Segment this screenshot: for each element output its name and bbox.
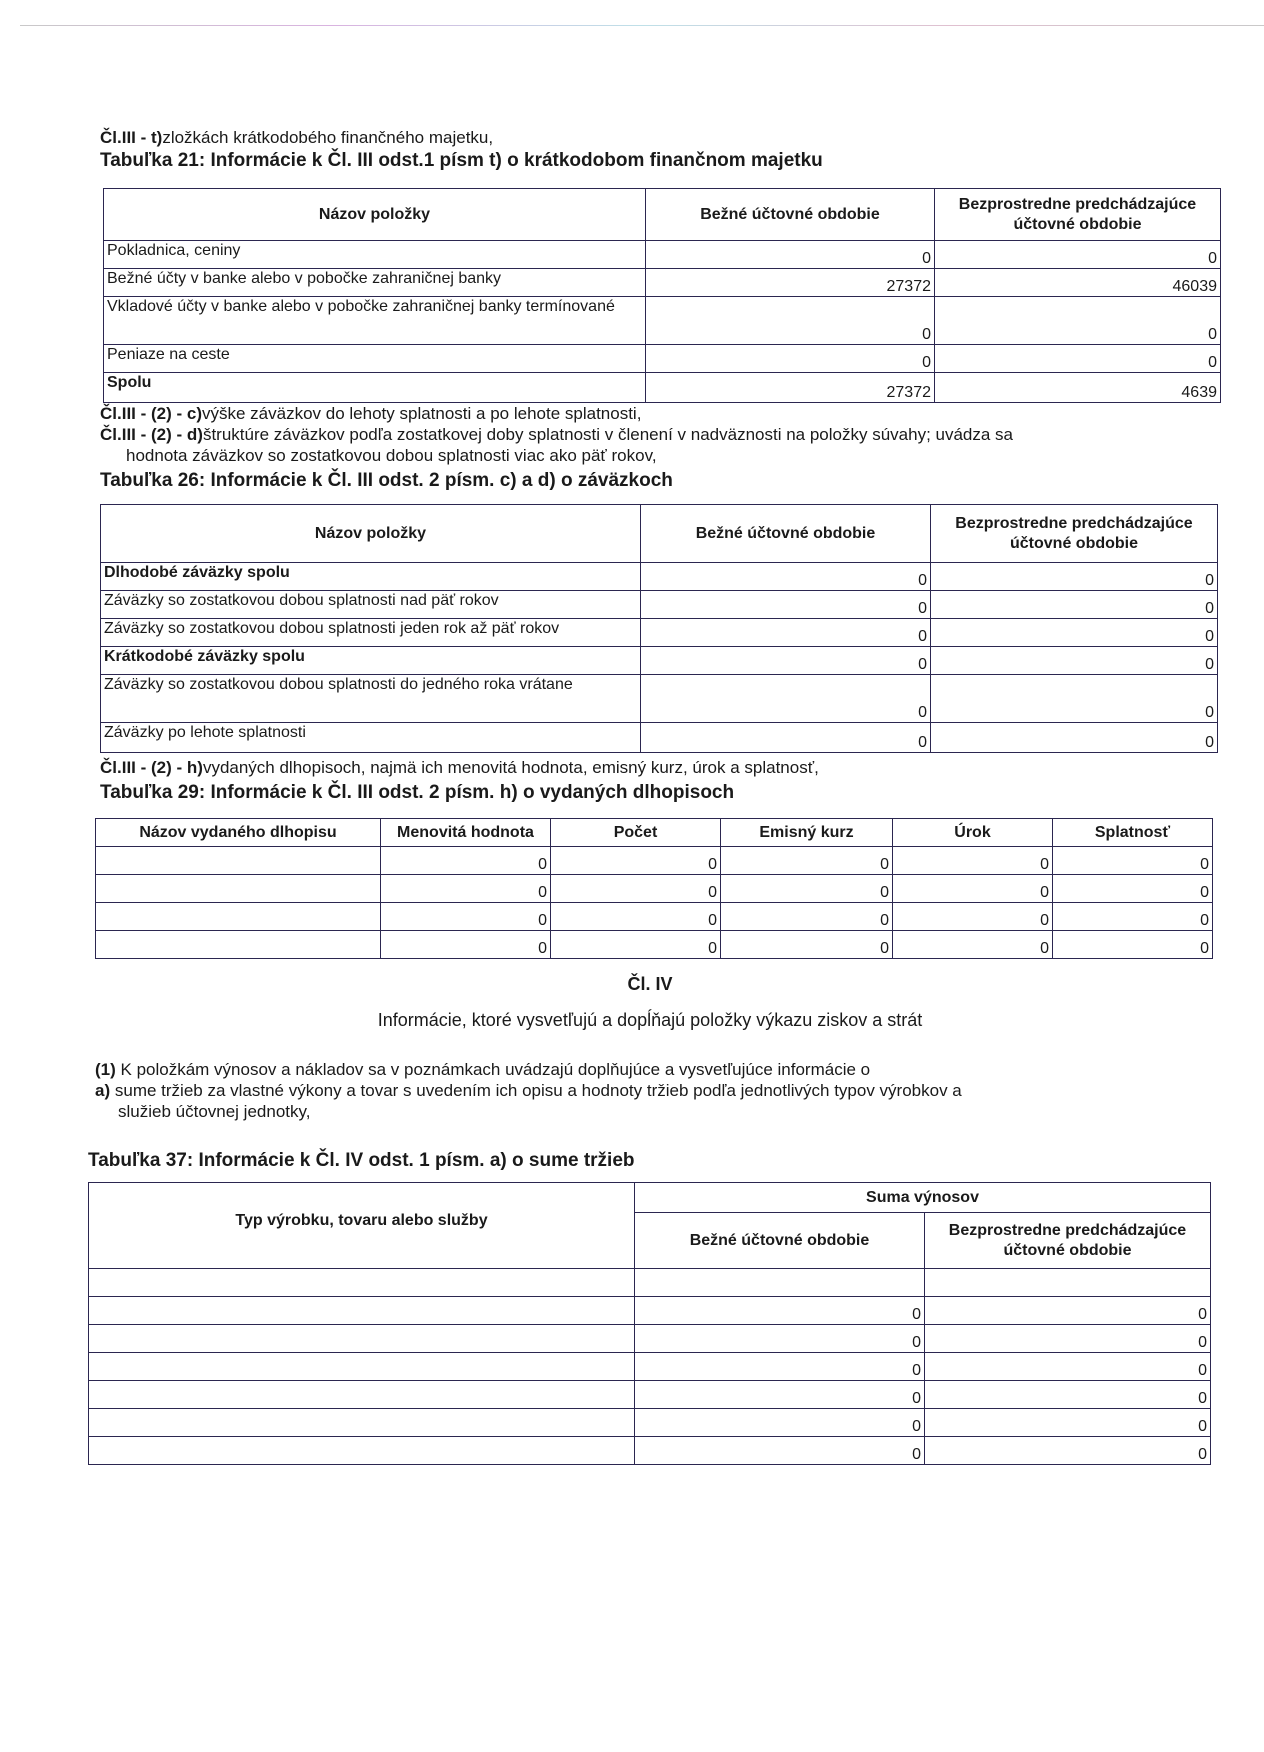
section-t-heading: [100, 128, 493, 148]
table-row: [101, 563, 1218, 591]
paragraph-1-text: K položkám výnosov a nákladov sa v poznámkach uvádzajú doplňujúce a vysvetľujúce informácie o: [120, 1060, 871, 1079]
cell-count: 0: [551, 903, 721, 931]
table-row: [89, 1353, 1211, 1381]
table-26: [100, 504, 1218, 753]
table-header-row: [96, 819, 1213, 847]
row-label: [89, 1437, 635, 1465]
paragraph-a-letter: a): [95, 1081, 111, 1100]
row-current: 0: [646, 241, 935, 269]
row-previous: 0: [931, 619, 1218, 647]
table-header-row: [104, 189, 1221, 241]
table-row: [89, 1409, 1211, 1437]
row-label: Záväzky po lehote splatnosti: [101, 723, 641, 753]
row-previous: 46039: [935, 269, 1221, 297]
cell-nominal-value: 0: [381, 847, 551, 875]
row-previous: 0: [931, 591, 1218, 619]
row-current: 0: [641, 619, 931, 647]
section-h-heading: [100, 758, 819, 778]
cell-interest: 0: [893, 931, 1053, 959]
row-current: [635, 1269, 925, 1297]
row-label: Krátkodobé záväzky spolu: [101, 647, 641, 675]
row-current: 0: [635, 1381, 925, 1409]
row-label: Vkladové účty v banke alebo v pobočke zahraničnej banky termínované: [104, 297, 646, 345]
row-previous: 0: [931, 647, 1218, 675]
header-current-period: Bežné účtovné obdobie: [641, 505, 931, 563]
cell-issue-rate: 0: [721, 931, 893, 959]
section-d-heading: [100, 425, 1013, 445]
row-current: 0: [641, 675, 931, 723]
cell-issue-rate: 0: [721, 903, 893, 931]
table-header-row: [89, 1183, 1211, 1213]
row-previous: 0: [935, 345, 1221, 373]
row-label: Spolu: [104, 373, 646, 403]
row-previous: 0: [931, 563, 1218, 591]
row-previous: [925, 1269, 1211, 1297]
row-current: 0: [641, 723, 931, 753]
scan-edge-line: [20, 25, 1264, 26]
header-current-period: Bežné účtovné obdobie: [646, 189, 935, 241]
row-previous: 0: [925, 1297, 1211, 1325]
cell-nominal-value: 0: [381, 875, 551, 903]
table-row: [101, 723, 1218, 753]
section-d-text-continued: hodnota záväzkov so zostatkovou dobou splatnosti viac ako päť rokov,: [126, 446, 657, 465]
cell-maturity: 0: [1053, 847, 1213, 875]
table-row: [89, 1381, 1211, 1409]
table-row: [96, 931, 1213, 959]
header-interest: Úrok: [893, 819, 1053, 847]
cell-count: 0: [551, 847, 721, 875]
paragraph-a-text-continued: služieb účtovnej jednotky,: [118, 1102, 311, 1121]
header-issue-rate: Emisný kurz: [721, 819, 893, 847]
row-current: 0: [635, 1297, 925, 1325]
row-label: Dlhodobé záväzky spolu: [101, 563, 641, 591]
header-bond-name: Názov vydaného dlhopisu: [96, 819, 381, 847]
row-label: Záväzky so zostatkovou dobou splatnosti jeden rok až päť rokov: [101, 619, 641, 647]
row-previous: 0: [925, 1381, 1211, 1409]
cell-interest: 0: [893, 875, 1053, 903]
header-item-name: Názov položky: [101, 505, 641, 563]
row-current: 0: [646, 345, 935, 373]
cell-issue-rate: 0: [721, 847, 893, 875]
table26-caption: Tabuľka 26: Informácie k Čl. III odst. 2 písm. c) a d) o záväzkoch: [100, 470, 673, 491]
row-label: [89, 1325, 635, 1353]
section-h-prefix: Čl.III - (2) - h): [100, 758, 203, 777]
table21-caption: Tabuľka 21: Informácie k Čl. III odst.1 písm t) o krátkodobom finančnom majetku: [100, 150, 823, 171]
row-current: 0: [646, 297, 935, 345]
row-current: 0: [635, 1437, 925, 1465]
table37-caption: Tabuľka 37: Informácie k Čl. IV odst. 1 písm. a) o sume tržieb: [88, 1150, 635, 1171]
table29-caption: Tabuľka 29: Informácie k Čl. III odst. 2 písm. h) o vydaných dlhopisoch: [100, 782, 735, 803]
row-current: 0: [635, 1325, 925, 1353]
header-previous-period: Bezprostredne predchádzajúce účtovné obdobie: [935, 189, 1221, 241]
row-current: 27372: [646, 269, 935, 297]
cell-count: 0: [551, 875, 721, 903]
row-current: 0: [641, 591, 931, 619]
table-row: [96, 847, 1213, 875]
cell-bond-name: [96, 931, 381, 959]
row-label: Bežné účty v banke alebo v pobočke zahraničnej banky: [104, 269, 646, 297]
paragraph-a-text: sume tržieb za vlastné výkony a tovar s uvedením ich opisu a hodnoty tržieb podľa jednotlivých typov výrobkov a: [114, 1081, 962, 1100]
section-t-prefix: Čl.III - t): [100, 128, 163, 147]
row-current: 0: [641, 647, 931, 675]
table-row: [89, 1437, 1211, 1465]
table-row: [104, 241, 1221, 269]
cell-bond-name: [96, 847, 381, 875]
section-h-text: vydaných dlhopisoch, najmä ich menovitá hodnota, emisný kurz, úrok a splatnosť,: [202, 758, 819, 777]
header-previous-period: Bezprostredne predchádzajúce účtovné obdobie: [925, 1213, 1211, 1269]
header-product-type: Typ výrobku, tovaru alebo služby: [89, 1183, 635, 1269]
row-current: 0: [635, 1353, 925, 1381]
section-c-prefix: Čl.III - (2) - c): [100, 404, 202, 423]
row-label: [89, 1409, 635, 1437]
row-current: 27372: [646, 373, 935, 403]
table-row-total: [104, 373, 1221, 403]
row-previous: 4639: [935, 373, 1221, 403]
row-label: [89, 1353, 635, 1381]
table-row: [104, 297, 1221, 345]
row-previous: 0: [935, 297, 1221, 345]
header-current-period: Bežné účtovné obdobie: [635, 1213, 925, 1269]
table-row: [89, 1325, 1211, 1353]
header-nominal-value: Menovitá hodnota: [381, 819, 551, 847]
row-current: 0: [641, 563, 931, 591]
article-4-subtitle: Informácie, ktoré vysvetľujú a dopĺňajú položky výkazu ziskov a strát: [377, 1010, 923, 1030]
header-revenue-sum: Suma výnosov: [635, 1183, 1211, 1213]
header-previous-period: Bezprostredne predchádzajúce účtovné obdobie: [931, 505, 1218, 563]
article-4-title: Čl. IV: [627, 974, 673, 994]
cell-maturity: 0: [1053, 903, 1213, 931]
cell-interest: 0: [893, 903, 1053, 931]
cell-interest: 0: [893, 847, 1053, 875]
section-c-heading: [100, 404, 641, 424]
row-label: [89, 1381, 635, 1409]
cell-count: 0: [551, 931, 721, 959]
cell-bond-name: [96, 875, 381, 903]
section-d-prefix: Čl.III - (2) - d): [100, 425, 203, 444]
article-4-paragraph-a: [95, 1081, 962, 1101]
row-label: [89, 1297, 635, 1325]
article-4-paragraph-1: [95, 1060, 870, 1080]
table-row: [104, 345, 1221, 373]
table-37: [88, 1182, 1211, 1465]
row-label: Záväzky so zostatkovou dobou splatnosti do jedného roka vrátane: [101, 675, 641, 723]
table-row: [89, 1269, 1211, 1297]
row-current: 0: [635, 1409, 925, 1437]
row-previous: 0: [931, 723, 1218, 753]
table-row: [101, 591, 1218, 619]
table-row: [96, 903, 1213, 931]
cell-nominal-value: 0: [381, 903, 551, 931]
header-maturity: Splatnosť: [1053, 819, 1213, 847]
table-row: [104, 269, 1221, 297]
cell-maturity: 0: [1053, 931, 1213, 959]
cell-maturity: 0: [1053, 875, 1213, 903]
row-previous: 0: [935, 241, 1221, 269]
table-29: [95, 818, 1213, 959]
row-previous: 0: [931, 675, 1218, 723]
row-label: Peniaze na ceste: [104, 345, 646, 373]
table-header-row: [101, 505, 1218, 563]
section-d-text: štruktúre záväzkov podľa zostatkovej doby splatnosti v členení v nadväznosti na položky súvahy; uvádza sa: [202, 425, 1014, 444]
section-t-text: zložkách krátkodobého finančného majetku,: [162, 128, 494, 147]
cell-issue-rate: 0: [721, 875, 893, 903]
row-previous: 0: [925, 1325, 1211, 1353]
header-item-name: Názov položky: [104, 189, 646, 241]
table-row: [101, 647, 1218, 675]
cell-nominal-value: 0: [381, 931, 551, 959]
table-row: [96, 875, 1213, 903]
header-count: Počet: [551, 819, 721, 847]
row-previous: 0: [925, 1437, 1211, 1465]
row-label: Záväzky so zostatkovou dobou splatnosti nad päť rokov: [101, 591, 641, 619]
table-row: [89, 1297, 1211, 1325]
cell-bond-name: [96, 903, 381, 931]
section-c-text: výške záväzkov do lehoty splatnosti a po lehote splatnosti,: [202, 404, 642, 423]
row-label: Pokladnica, ceniny: [104, 241, 646, 269]
paragraph-1-number: (1): [95, 1060, 116, 1079]
table-row: [101, 675, 1218, 723]
table-21: [103, 188, 1221, 403]
row-previous: 0: [925, 1409, 1211, 1437]
row-previous: 0: [925, 1353, 1211, 1381]
row-label: [89, 1269, 635, 1297]
table-row: [101, 619, 1218, 647]
